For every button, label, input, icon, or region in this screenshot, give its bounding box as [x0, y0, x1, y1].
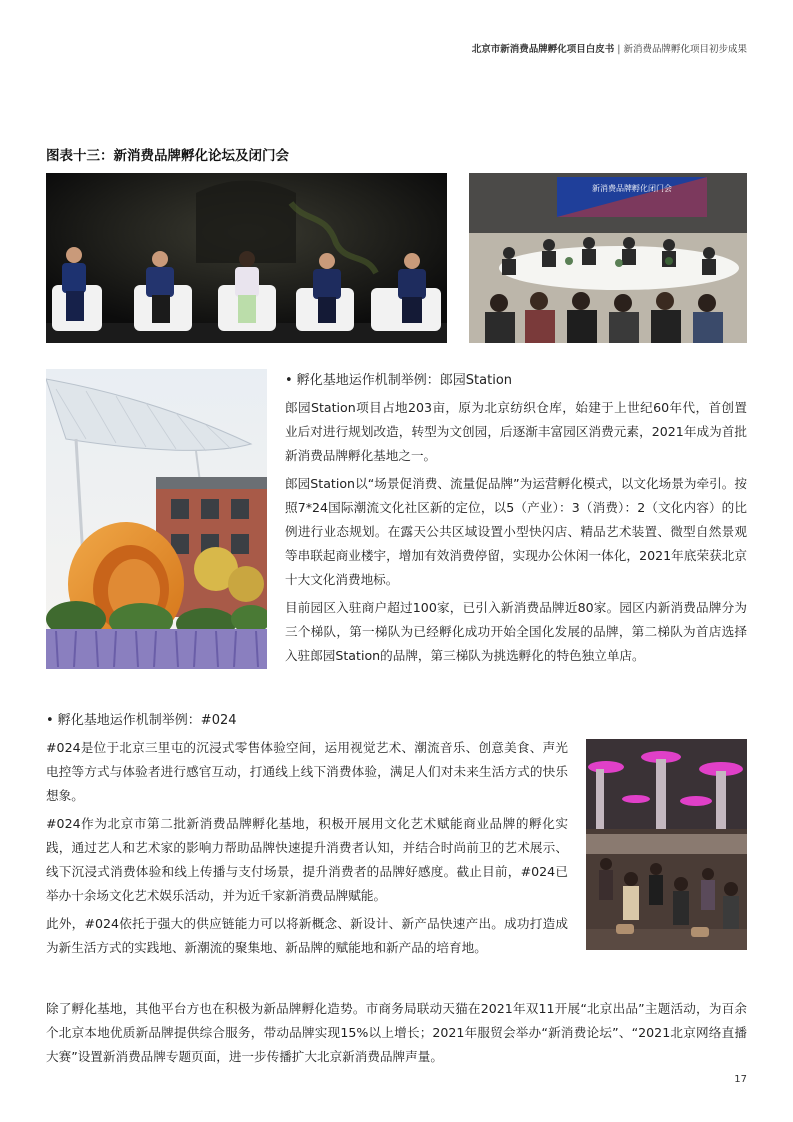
section-024-title: • 孵化基地运作机制举例：#024 [46, 713, 237, 728]
page-number: 17 [734, 1074, 747, 1085]
space-024-photo [586, 739, 747, 950]
station-paragraph: 郎园Station以“场景促消费、流量促品牌”为运营孵化模式，以文化场景为牵引。按照7*24国际潮流文化社区新的定位，以5（产业）：3（消费）：2（文化内容）的比例进行业态规划。在露天公共区域设置小型快闪店、精品艺术装置、微型自然景观等串联起商业楼宇，增加有效消费停留，实现办公休闲一体化，2021年底荣获北京十大文化消费地标。 [285, 476, 747, 587]
closed-door-meeting-photo [469, 173, 747, 343]
forum-panel-photo [46, 173, 447, 343]
station-paragraph: 目前园区入驻商户超过100家，已引入新消费品牌近80家。园区内新消费品牌分为三个梯队，第一梯队为已经孵化成功开始全国化发展的品牌，第二梯队为首店选择入驻郎园Station的品牌，第三梯队为挑选孵化的特色独立单店。 [285, 600, 747, 663]
station-section [285, 370, 747, 672]
closing-section [46, 997, 747, 1073]
running-header [472, 41, 747, 55]
station-paragraph: 郎园Station项目占地203亩，原为北京纺织仓库，始建于上世纪60年代，首创置业后对进行规划改造，转型为文创园，后逐渐丰富园区消费元素，2021年成为首批新消费品牌孵化基地之一。 [285, 400, 747, 463]
closing-paragraph: 除了孵化基地，其他平台方也在积极为新品牌孵化造势。市商务局联动天猫在2021年双11开展“北京出品”主题活动，为百余个北京本地优质新品牌提供综合服务，带动品牌实现15%以上增长；2021年服贸会举办“新消费论坛”、“2021北京网络直播大赛”设置新消费品牌专题页面，进一步传播扩大北京新消费品牌声量。 [46, 1001, 747, 1064]
section-024-paragraph: #024是位于北京三里屯的沉浸式零售体验空间，运用视觉艺术、潮流音乐、创意美食、声光电控等方式与体验者进行感官互动，打通线上线下消费体验，满足人们对未来生活方式的快乐想象。 [46, 740, 568, 803]
header-separator: | [617, 44, 621, 55]
figure-title: 图表十三：新消费品牌孵化论坛及闭门会 [46, 148, 289, 164]
header-subtitle: 新消费品牌孵化项目初步成果 [623, 44, 747, 55]
header-title: 北京市新消费品牌孵化项目白皮书 [471, 44, 615, 55]
meeting-screen-title: 新消费品牌孵化闭门会 [592, 184, 672, 193]
section-024-paragraph: 此外，#024依托于强大的供应链能力可以将新概念、新设计、新产品快速产出。成功打造成为新生活方式的实践地、新潮流的聚集地、新品牌的赋能地和新产品的培育地。 [46, 916, 568, 955]
langyuan-station-photo [46, 369, 267, 669]
section-024-paragraph: #024作为北京市第二批新消费品牌孵化基地，积极开展用文化艺术赋能商业品牌的孵化实践，通过艺人和艺术家的影响力帮助品牌快速提升消费者认知，并结合时尚前卫的艺术展示、线下沉浸式消费体验和线上传播与支付场景，提升消费者的品牌好感度。截止目前，#024已举办十余场文化艺术娱乐活动，并为近千家新消费品牌赋能。 [46, 816, 568, 903]
station-section-title: • 孵化基地运作机制举例：郎园Station [285, 373, 513, 388]
section-024 [46, 710, 568, 964]
